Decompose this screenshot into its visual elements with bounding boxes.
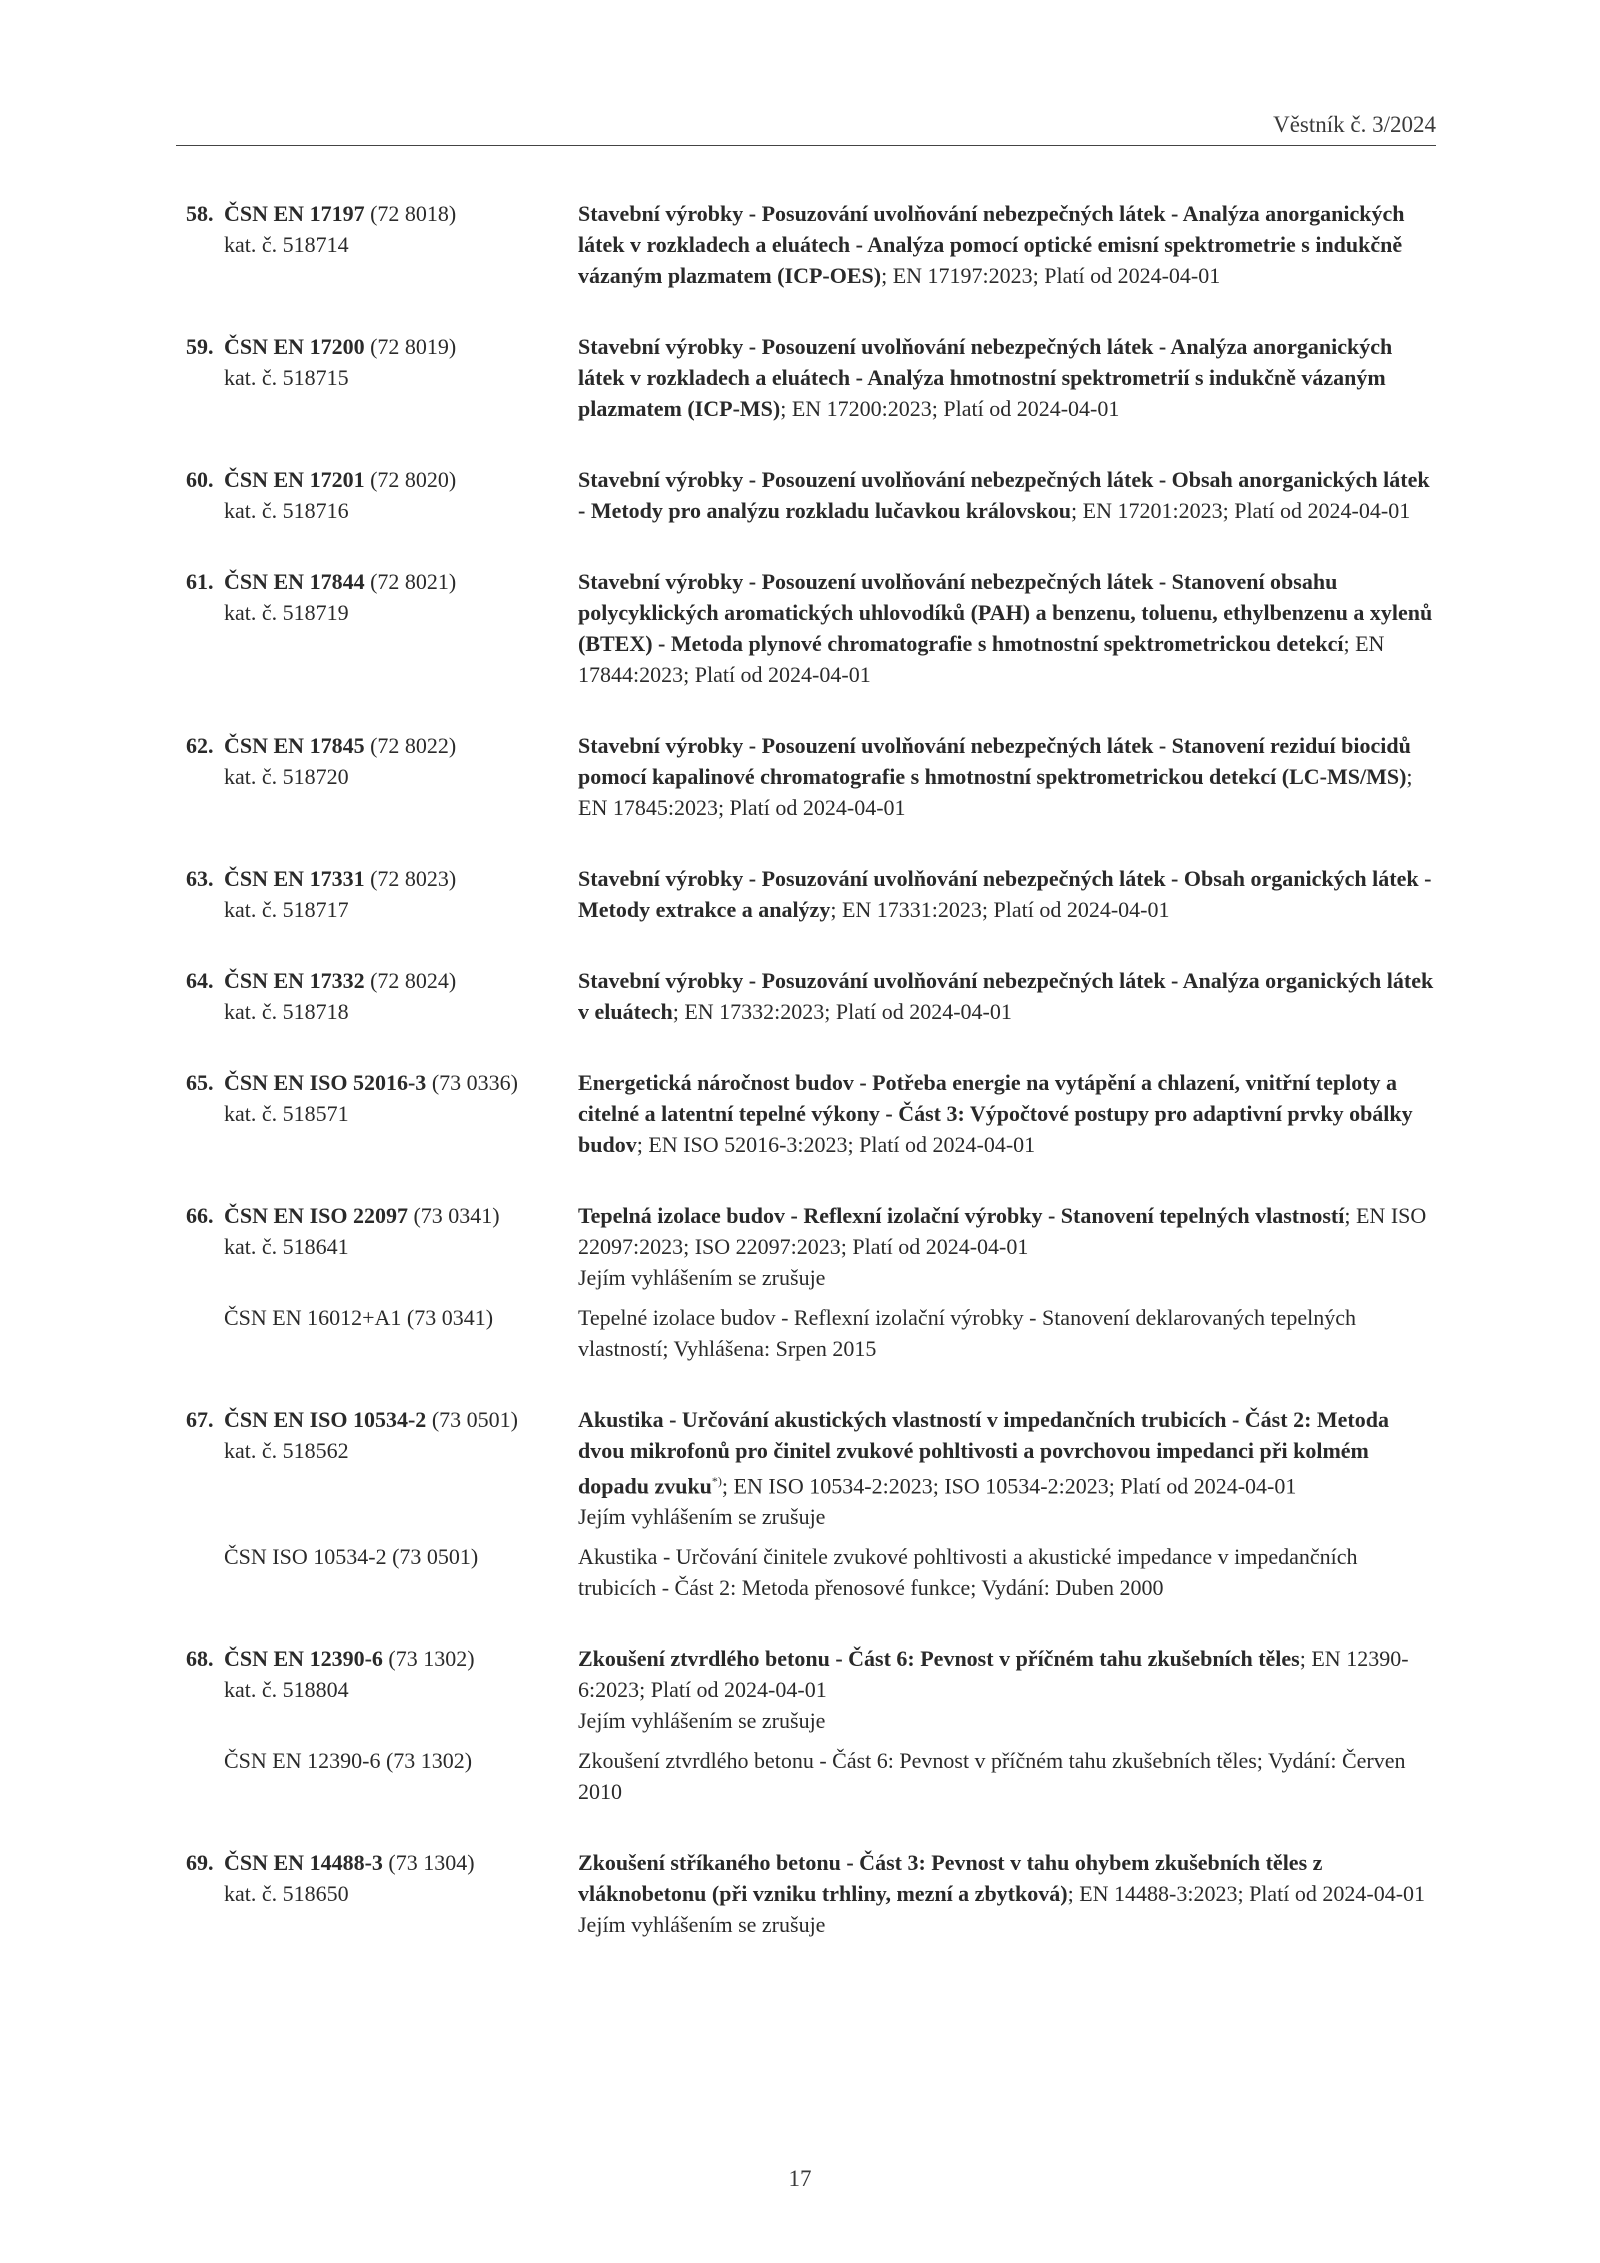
catalog-number: kat. č. 518571 xyxy=(224,1101,349,1126)
item-number: 61. xyxy=(186,569,214,594)
standard-code: ČSN EN 17331 xyxy=(224,866,365,891)
classification: (72 8018) xyxy=(364,201,457,226)
standard-details: ; EN 17201:2023; Platí od 2024-04-01 xyxy=(1071,498,1411,523)
standard-details: ; EN 17197:2023; Platí od 2024-04-01 xyxy=(881,263,1221,288)
catalog-number: kat. č. 518562 xyxy=(224,1438,349,1463)
standard-id xyxy=(186,965,578,1027)
item-number: 66. xyxy=(186,1203,214,1228)
standard-title: Stavební výrobky - Posuzování uvolňování nebezpečných látek - Obsah organických látek - Metody extrakce a analýzy xyxy=(578,866,1432,922)
list-item xyxy=(186,1847,1436,1940)
standard-code: ČSN EN ISO 10534-2 xyxy=(224,1407,427,1432)
classification: (72 8019) xyxy=(364,334,457,359)
classification: (72 8021) xyxy=(364,569,457,594)
classification: (73 0336) xyxy=(426,1070,518,1095)
standard-id xyxy=(186,464,578,526)
catalog-number: kat. č. 518641 xyxy=(224,1234,349,1259)
classification: (73 0501) xyxy=(426,1407,518,1432)
standard-code: ČSN EN 17332 xyxy=(224,968,365,993)
list-item xyxy=(186,863,1436,925)
repeal-note: Jejím vyhlášením se zrušuje xyxy=(578,1265,826,1290)
standard-code: ČSN EN 14488-3 xyxy=(224,1850,383,1876)
standard-description xyxy=(578,1067,1436,1160)
catalog-number: kat. č. 518719 xyxy=(224,600,349,625)
standard-description xyxy=(578,730,1436,823)
page-number: 17 xyxy=(788,2166,812,2191)
standards-list xyxy=(186,198,1436,1980)
standard-code: ČSN EN 17200 xyxy=(224,334,365,359)
standard-title: Akustika - Určování akustických vlastností v impedančních trubicích - Část 2: Metoda dvou mikrofonů pro činitel zvukové pohltivosti a povrchovou impedanci při kolmém dopadu zvuku xyxy=(578,1407,1389,1499)
replaced-standard xyxy=(186,1745,1436,1807)
replaced-code: ČSN ISO 10534-2 (73 0501) xyxy=(224,1544,479,1570)
replaced-description: Zkoušení ztvrdlého betonu - Část 6: Pevnost v příčném tahu zkušebních těles; Vydání: Červen 2010 xyxy=(578,1748,1406,1805)
standard-code: ČSN EN ISO 52016-3 xyxy=(224,1070,427,1095)
catalog-number: kat. č. 518714 xyxy=(224,232,349,257)
standard-id xyxy=(186,198,578,291)
catalog-number: kat. č. 518716 xyxy=(224,498,349,523)
classification: (73 1304) xyxy=(382,1850,475,1876)
standard-description xyxy=(578,1847,1436,1940)
list-item xyxy=(186,730,1436,823)
standard-id xyxy=(186,1404,578,1532)
list-item xyxy=(186,331,1436,424)
standard-description xyxy=(578,863,1436,925)
classification: (73 0341) xyxy=(407,1203,500,1228)
list-item xyxy=(186,1067,1436,1160)
catalog-number: kat. č. 518720 xyxy=(224,764,349,789)
list-item xyxy=(186,198,1436,291)
replaced-code: ČSN EN 16012+A1 (73 0341) xyxy=(224,1305,494,1330)
standard-title: Stavební výrobky - Posouzení uvolňování nebezpečných látek - Stanovení reziduí biocidů pomocí kapalinové chromatografie s hmotnostní spektrometrickou detekcí (LC-MS/MS) xyxy=(578,733,1411,789)
item-number: 60. xyxy=(186,467,214,492)
standard-details: ; EN ISO 52016-3:2023; Platí od 2024-04-01 xyxy=(636,1132,1036,1157)
list-item xyxy=(186,965,1436,1027)
standard-title: Stavební výrobky - Posouzení uvolňování nebezpečných látek - Stanovení obsahu polycyklických aromatických uhlovodíků (PAH) a benzenu, toluenu, ethylbenzenu a xylenů (BTEX) - Metoda plynové chromatografie s hmotnostní spektrometrickou detekcí xyxy=(578,569,1433,656)
item-number: 59. xyxy=(186,334,214,359)
standard-code: ČSN EN 17845 xyxy=(224,733,365,758)
standard-description xyxy=(578,965,1436,1027)
page-header: Věstník č. 3/2024 xyxy=(1273,112,1436,137)
standard-details: ; EN 17200:2023; Platí od 2024-04-01 xyxy=(780,396,1120,421)
standard-details: ; EN 17331:2023; Platí od 2024-04-01 xyxy=(830,897,1170,922)
header-rule xyxy=(176,145,1436,146)
item-number: 62. xyxy=(186,733,214,758)
replaced-standard xyxy=(186,1302,1436,1364)
standard-description xyxy=(578,566,1436,690)
classification: (72 8023) xyxy=(364,866,457,891)
list-item xyxy=(186,1643,1436,1807)
standard-details: ; EN 17844:2023; Platí od 2024-04-01 xyxy=(578,631,1385,687)
standard-details: ; EN 12390-6:2023; Platí od 2024-04-01 xyxy=(578,1646,1409,1703)
standard-details: ; EN 17845:2023; Platí od 2024-04-01 xyxy=(578,764,1413,820)
item-number: 68. xyxy=(186,1646,214,1672)
classification: (73 1302) xyxy=(382,1646,475,1672)
standard-title: Stavební výrobky - Posouzení uvolňování nebezpečných látek - Analýza anorganických látek v rozkladech a eluátech - Analýza hmotnostní spektrometrií s indukčně vázaným plazmatem (ICP-MS) xyxy=(578,334,1393,421)
standard-details: ; EN ISO 10534-2:2023; ISO 10534-2:2023; Platí od 2024-04-01 xyxy=(721,1473,1297,1499)
replaced-description: Tepelné izolace budov - Reflexní izolační výrobky - Stanovení deklarovaných tepelných vlastností; Vyhlášena: Srpen 2015 xyxy=(578,1305,1356,1361)
repeal-note: Jejím vyhlášením se zrušuje xyxy=(578,1912,826,1938)
standard-description xyxy=(578,331,1436,424)
item-number: 64. xyxy=(186,968,214,993)
standard-title: Stavební výrobky - Posuzování uvolňování nebezpečných látek - Analýza organických látek v eluátech xyxy=(578,968,1434,1024)
standard-description xyxy=(578,1404,1436,1532)
footnote-mark: *) xyxy=(711,1474,722,1488)
replaced-description: Akustika - Určování činitele zvukové pohltivosti a akustické impedance v impedančních trubicích - Část 2: Metoda přenosové funkce; Vydání: Duben 2000 xyxy=(578,1544,1358,1601)
standard-id xyxy=(186,863,578,925)
standard-id xyxy=(186,331,578,424)
standard-details: ; EN 14488-3:2023; Platí od 2024-04-01 xyxy=(1067,1881,1426,1907)
standard-details: ; EN ISO 22097:2023; ISO 22097:2023; Platí od 2024-04-01 xyxy=(578,1203,1427,1259)
standard-id xyxy=(186,1200,578,1293)
standard-id xyxy=(186,1067,578,1160)
standard-code: ČSN EN ISO 22097 xyxy=(224,1203,408,1228)
standard-code: ČSN EN 17201 xyxy=(224,467,365,492)
standard-code: ČSN EN 17197 xyxy=(224,201,365,226)
item-number: 58. xyxy=(186,201,214,226)
classification: (72 8022) xyxy=(364,733,457,758)
standard-title: Stavební výrobky - Posouzení uvolňování nebezpečných látek - Obsah anorganických látek - Metody pro analýzu rozkladu lučavkou královskou xyxy=(578,467,1430,523)
classification: (72 8020) xyxy=(364,467,457,492)
standard-id xyxy=(186,730,578,823)
item-number: 67. xyxy=(186,1407,214,1432)
item-number: 65. xyxy=(186,1070,214,1095)
list-item xyxy=(186,1200,1436,1364)
catalog-number: kat. č. 518715 xyxy=(224,365,349,390)
standard-code: ČSN EN 12390-6 xyxy=(224,1646,383,1672)
standard-title: Stavební výrobky - Posuzování uvolňování nebezpečných látek - Analýza anorganických látek v rozkladech a eluátech - Analýza pomocí optické emisní spektrometrie s indukčně vázaným plazmatem (ICP-OES) xyxy=(578,201,1405,288)
standard-title: Zkoušení ztvrdlého betonu - Část 6: Pevnost v příčném tahu zkušebních těles xyxy=(578,1646,1300,1672)
standard-description xyxy=(578,1643,1436,1736)
repeal-note: Jejím vyhlášením se zrušuje xyxy=(578,1708,826,1734)
repeal-note: Jejím vyhlášením se zrušuje xyxy=(578,1504,826,1530)
catalog-number: kat. č. 518717 xyxy=(224,897,349,922)
standard-description xyxy=(578,1200,1436,1293)
list-item xyxy=(186,464,1436,526)
standard-description xyxy=(578,464,1436,526)
item-number: 63. xyxy=(186,866,214,891)
catalog-number: kat. č. 518650 xyxy=(224,1881,349,1907)
classification: (72 8024) xyxy=(364,968,457,993)
catalog-number: kat. č. 518718 xyxy=(224,999,349,1024)
catalog-number: kat. č. 518804 xyxy=(224,1677,349,1703)
replaced-code: ČSN EN 12390-6 (73 1302) xyxy=(224,1748,473,1774)
standard-title: Zkoušení stříkaného betonu - Část 3: Pevnost v tahu ohybem zkušebních těles z vláknobetonu (při vzniku trhliny, mezní a zbytková) xyxy=(578,1850,1323,1907)
standard-id xyxy=(186,1643,578,1736)
item-number: 69. xyxy=(186,1850,214,1876)
standard-title: Energetická náročnost budov - Potřeba energie na vytápění a chlazení, vnitřní teploty a citelné a latentní tepelné výkony - Část 3: Výpočtové postupy pro adaptivní prvky obálky budov xyxy=(578,1070,1413,1157)
replaced-standard xyxy=(186,1541,1436,1603)
standard-description xyxy=(578,198,1436,291)
standard-title: Tepelná izolace budov - Reflexní izolační výrobky - Stanovení tepelných vlastností xyxy=(578,1203,1345,1228)
standard-id xyxy=(186,1847,578,1940)
list-item xyxy=(186,1404,1436,1603)
standard-code: ČSN EN 17844 xyxy=(224,569,365,594)
standard-details: ; EN 17332:2023; Platí od 2024-04-01 xyxy=(672,999,1012,1024)
standard-id xyxy=(186,566,578,690)
list-item xyxy=(186,566,1436,690)
